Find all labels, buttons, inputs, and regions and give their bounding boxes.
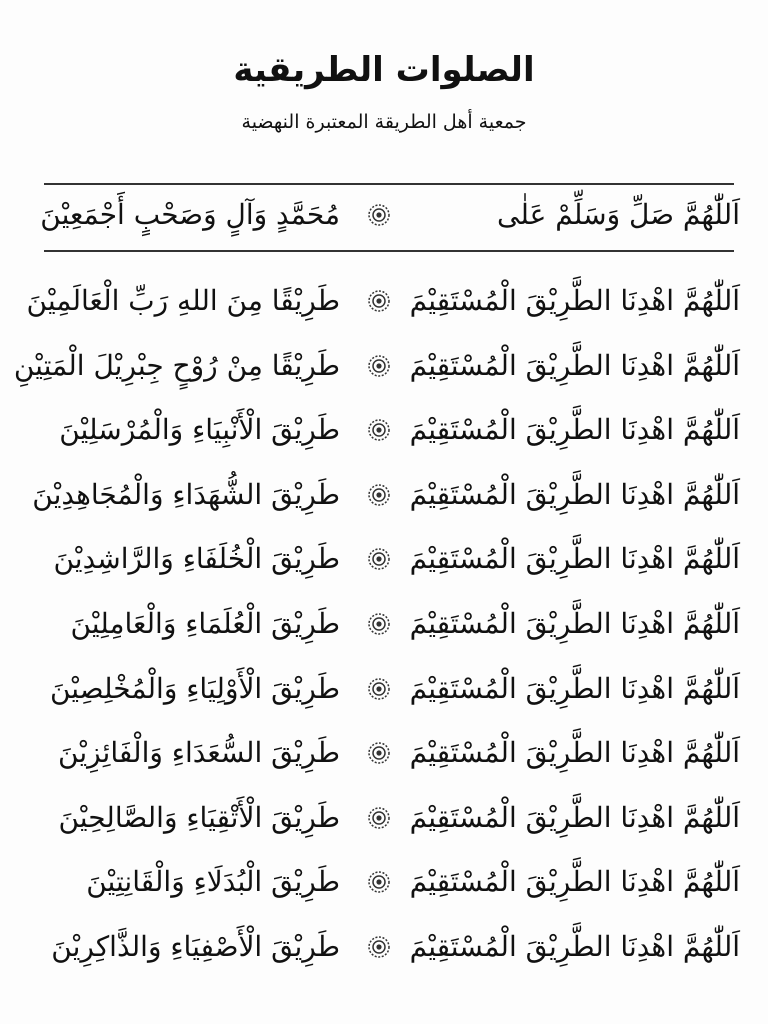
header-verse-first-half: اَللّٰهُمَّ صَلِّ وَسَلِّمْ عَلٰى [496, 198, 740, 231]
rosette-ornament-icon [367, 418, 391, 442]
rosette-ornament-icon [367, 677, 391, 701]
verse-first-half: اَللّٰهُمَّ اهْدِنَا الطَّرِيْقَ الْمُسْتَقِيْمَ [409, 542, 740, 576]
verse-row [30, 534, 740, 584]
verse-second-half: طَرِيْقًا مِنْ رُوْحٍ جِبْرِيْلَ الْمَتِيْنِ [13, 348, 340, 382]
verse-second-half: طَرِيْقًا مِنَ اللهِ رَبِّ الْعَالَمِيْنَ [26, 284, 340, 317]
verse-row [13, 341, 740, 391]
verse-second-half: طَرِيْقَ الْبُدَلَاءِ وَالْقَانِتِيْنَ [86, 865, 340, 899]
verse-first-half: اَللّٰهُمَّ اهْدِنَا الطَّرِيْقَ الْمُسْتَقِيْمَ [409, 348, 740, 382]
document-title: الصلوات الطريقية [233, 50, 535, 90]
verse-row [30, 728, 740, 778]
rosette-ornament-icon [367, 870, 391, 894]
verse-second-half: طَرِيْقَ الْخُلَفَاءِ وَالرَّاشِدِيْنَ [53, 542, 340, 576]
verse-first-half: اَللّٰهُمَّ اهْدِنَا الطَّرِيْقَ الْمُسْتَقِيْمَ [409, 800, 740, 834]
verse-second-half: طَرِيْقَ الْأَوْلِيَاءِ وَالْمُخْلِصِيْنَ [49, 671, 340, 705]
header-verse-second-half: مُحَمَّدٍ وَآلٍ وَصَحْبٍ أَجْمَعِيْنَ [40, 198, 340, 231]
verse-first-half: اَللّٰهُمَّ اهْدِنَا الطَّرِيْقَ الْمُسْتَقِيْمَ [409, 671, 740, 705]
verse-row [30, 793, 740, 843]
rosette-ornament-icon [367, 935, 391, 959]
rosette-ornament-icon [367, 806, 391, 830]
rosette-ornament-icon [367, 203, 391, 227]
document-subtitle: جمعية أهل الطريقة المعتبرة النهضية [241, 111, 527, 133]
rosette-ornament-icon [367, 483, 391, 507]
verse-row [30, 857, 740, 907]
bottom-divider [44, 250, 734, 252]
verse-second-half: طَرِيْقَ الْأَتْقِيَاءِ وَالصَّالِحِيْنَ [58, 800, 340, 834]
verse-second-half: طَرِيْقَ السُّعَدَاءِ وَالْفَائِزِيْنَ [58, 736, 340, 770]
rosette-ornament-icon [367, 741, 391, 765]
rosette-ornament-icon [367, 289, 391, 313]
verse-row [30, 405, 740, 455]
rosette-ornament-icon [367, 547, 391, 571]
header-verse [30, 190, 740, 240]
verse-second-half: طَرِيْقَ الْعُلَمَاءِ وَالْعَامِلِيْنَ [70, 607, 340, 640]
verse-first-half: اَللّٰهُمَّ اهْدِنَا الطَّرِيْقَ الْمُسْتَقِيْمَ [409, 930, 740, 963]
verse-row [30, 599, 740, 649]
rosette-ornament-icon [367, 354, 391, 378]
verse-row [26, 276, 740, 326]
verse-row [30, 922, 740, 972]
verse-second-half: طَرِيْقَ الْأَصْفِيَاءِ وَالذَّاكِرِيْنَ [51, 930, 340, 963]
verse-first-half: اَللّٰهُمَّ اهْدِنَا الطَّرِيْقَ الْمُسْتَقِيْمَ [409, 477, 740, 511]
verse-row [30, 470, 740, 520]
verse-first-half: اَللّٰهُمَّ اهْدِنَا الطَّرِيْقَ الْمُسْتَقِيْمَ [409, 865, 740, 899]
verse-row [30, 664, 740, 714]
verse-first-half: اَللّٰهُمَّ اهْدِنَا الطَّرِيْقَ الْمُسْتَقِيْمَ [409, 413, 740, 447]
verse-second-half: طَرِيْقَ الشُّهَدَاءِ وَالْمُجَاهِدِيْنَ [32, 477, 340, 511]
verse-first-half: اَللّٰهُمَّ اهْدِنَا الطَّرِيْقَ الْمُسْتَقِيْمَ [409, 284, 740, 317]
rosette-ornament-icon [367, 612, 391, 636]
verse-first-half: اَللّٰهُمَّ اهْدِنَا الطَّرِيْقَ الْمُسْتَقِيْمَ [409, 736, 740, 770]
top-divider [44, 183, 734, 185]
verse-first-half: اَللّٰهُمَّ اهْدِنَا الطَّرِيْقَ الْمُسْتَقِيْمَ [409, 607, 740, 640]
verse-second-half: طَرِيْقَ الْأَنْبِيَاءِ وَالْمُرْسَلِيْنَ [59, 413, 340, 447]
